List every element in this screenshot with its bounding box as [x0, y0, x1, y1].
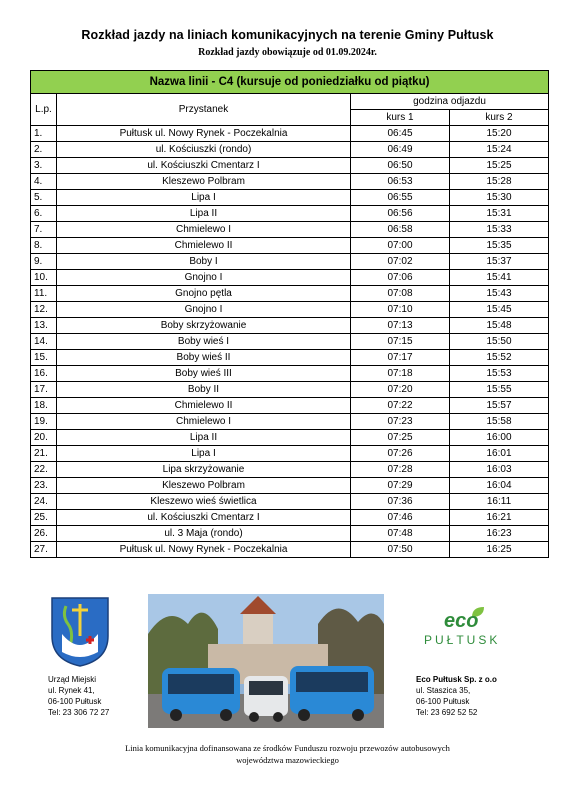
departure-kurs1: 07:13: [351, 318, 450, 334]
row-number: 18.: [31, 398, 57, 414]
departure-kurs1: 07:46: [351, 510, 450, 526]
row-number: 9.: [31, 254, 57, 270]
row-number: 27.: [31, 542, 57, 558]
departure-kurs1: 06:53: [351, 174, 450, 190]
table-row: [31, 510, 549, 526]
row-number: 15.: [31, 350, 57, 366]
document-title: Rozkład jazdy na liniach komunikacyjnych na terenie Gminy Pułtusk: [81, 28, 494, 42]
buses-photo: [148, 594, 384, 728]
table-row: [31, 494, 549, 510]
stop-name: Gnojno I: [57, 270, 351, 286]
row-number: 17.: [31, 382, 57, 398]
departure-kurs1: 07:06: [351, 270, 450, 286]
row-number: 19.: [31, 414, 57, 430]
validity-subtitle: Rozkład jazdy obowiązuje od 01.09.2024r.: [198, 47, 377, 58]
city-hall-street: ul. Rynek 41,: [48, 686, 95, 695]
table-row: [31, 446, 549, 462]
departure-kurs2: 15:52: [450, 350, 549, 366]
table-row: [31, 414, 549, 430]
city-hall-city: 06-100 Pułtusk: [48, 697, 102, 706]
departure-kurs1: 07:23: [351, 414, 450, 430]
funding-note-line1: Linia komunikacyjna dofinansowana ze środków Funduszu rozwoju przewozów autobusowych: [125, 743, 450, 753]
departure-kurs1: 07:18: [351, 366, 450, 382]
row-number: 3.: [31, 158, 57, 174]
table-row: [31, 478, 549, 494]
eco-logo-city: PUŁTUSK: [424, 633, 501, 647]
funding-note: [0, 742, 575, 766]
row-number: 25.: [31, 510, 57, 526]
row-number: 16.: [31, 366, 57, 382]
table-row: [31, 206, 549, 222]
departure-kurs1: 06:56: [351, 206, 450, 222]
city-hall-name: Urząd Miejski: [48, 675, 97, 684]
column-header-lp: L.p.: [31, 94, 57, 126]
stop-name: ul. Kościuszki (rondo): [57, 142, 351, 158]
departure-kurs2: 16:25: [450, 542, 549, 558]
row-number: 22.: [31, 462, 57, 478]
table-row: [31, 366, 549, 382]
stop-name: Chmielewo II: [57, 238, 351, 254]
stop-name: Boby II: [57, 382, 351, 398]
funding-note-line2: województwa mazowieckiego: [236, 755, 339, 765]
stop-name: Boby wieś II: [57, 350, 351, 366]
row-number: 26.: [31, 526, 57, 542]
coat-of-arms-icon: [50, 596, 110, 668]
departure-kurs2: 15:57: [450, 398, 549, 414]
stop-name: Kleszewo Polbram: [57, 478, 351, 494]
departure-kurs2: 15:45: [450, 302, 549, 318]
departure-kurs1: 07:25: [351, 430, 450, 446]
table-row: [31, 190, 549, 206]
stop-name: Lipa I: [57, 446, 351, 462]
line-name-header: Nazwa linii - C4 (kursuje od poniedziałku od piątku): [31, 71, 549, 94]
departure-kurs2: 16:03: [450, 462, 549, 478]
stop-name: Boby wieś III: [57, 366, 351, 382]
operator-city: 06-100 Pułtusk: [416, 697, 470, 706]
departure-kurs1: 06:58: [351, 222, 450, 238]
departure-kurs2: 15:53: [450, 366, 549, 382]
table-row: [31, 398, 549, 414]
stop-name: Chmielewo I: [57, 414, 351, 430]
table-row: [31, 430, 549, 446]
column-header-departure: godzina odjazdu: [351, 94, 549, 110]
departure-kurs2: 15:30: [450, 190, 549, 206]
departure-kurs2: 16:01: [450, 446, 549, 462]
stop-name: Lipa I: [57, 190, 351, 206]
table-row: [31, 142, 549, 158]
stop-name: Chmielewo II: [57, 398, 351, 414]
table-row: [31, 526, 549, 542]
departure-kurs2: 15:25: [450, 158, 549, 174]
departure-kurs2: 16:11: [450, 494, 549, 510]
departure-kurs2: 15:20: [450, 126, 549, 142]
timetable: [30, 70, 549, 558]
departure-kurs1: 07:00: [351, 238, 450, 254]
departure-kurs2: 16:23: [450, 526, 549, 542]
operator-street: ul. Staszica 35,: [416, 686, 471, 695]
stop-name: Boby wieś I: [57, 334, 351, 350]
departure-kurs1: 06:50: [351, 158, 450, 174]
departure-kurs2: 15:31: [450, 206, 549, 222]
departure-kurs1: 06:45: [351, 126, 450, 142]
stop-name: ul. 3 Maja (rondo): [57, 526, 351, 542]
column-header-kurs1: kurs 1: [351, 110, 450, 126]
table-row: [31, 318, 549, 334]
table-row: [31, 238, 549, 254]
departure-kurs1: 07:15: [351, 334, 450, 350]
departure-kurs2: 15:50: [450, 334, 549, 350]
departure-kurs1: 07:08: [351, 286, 450, 302]
table-row: [31, 222, 549, 238]
row-number: 13.: [31, 318, 57, 334]
departure-kurs2: 16:00: [450, 430, 549, 446]
departure-kurs2: 15:35: [450, 238, 549, 254]
departure-kurs2: 15:37: [450, 254, 549, 270]
row-number: 1.: [31, 126, 57, 142]
departure-kurs1: 07:22: [351, 398, 450, 414]
stop-name: Pułtusk ul. Nowy Rynek - Poczekalnia: [57, 542, 351, 558]
departure-kurs2: 15:48: [450, 318, 549, 334]
departure-kurs1: 06:55: [351, 190, 450, 206]
departure-kurs1: 06:49: [351, 142, 450, 158]
table-row: [31, 270, 549, 286]
row-number: 12.: [31, 302, 57, 318]
stop-name: Lipa II: [57, 206, 351, 222]
departure-kurs1: 07:17: [351, 350, 450, 366]
row-number: 23.: [31, 478, 57, 494]
departure-kurs2: 16:04: [450, 478, 549, 494]
departure-kurs2: 15:43: [450, 286, 549, 302]
city-hall-address: [48, 674, 109, 718]
operator-phone: Tel: 23 692 52 52: [416, 708, 478, 717]
row-number: 14.: [31, 334, 57, 350]
stop-name: Kleszewo wieś świetlica: [57, 494, 351, 510]
departure-kurs1: 07:36: [351, 494, 450, 510]
stop-name: ul. Kościuszki Cmentarz I: [57, 158, 351, 174]
row-number: 6.: [31, 206, 57, 222]
column-header-stop: Przystanek: [57, 94, 351, 126]
city-hall-phone: Tel: 23 306 72 27: [48, 708, 110, 717]
departure-kurs1: 07:26: [351, 446, 450, 462]
stop-name: Chmielewo I: [57, 222, 351, 238]
departure-kurs2: 15:24: [450, 142, 549, 158]
departure-kurs2: 15:33: [450, 222, 549, 238]
row-number: 10.: [31, 270, 57, 286]
stop-name: ul. Kościuszki Cmentarz I: [57, 510, 351, 526]
stop-name: Boby I: [57, 254, 351, 270]
operator-address: [416, 674, 497, 718]
stop-name: Lipa II: [57, 430, 351, 446]
stop-name: Gnojno I: [57, 302, 351, 318]
table-row: [31, 126, 549, 142]
stop-name: Kleszewo Polbram: [57, 174, 351, 190]
table-row: [31, 174, 549, 190]
eco-logo-word: eco: [444, 610, 479, 632]
departure-kurs1: 07:20: [351, 382, 450, 398]
table-row: [31, 302, 549, 318]
row-number: 11.: [31, 286, 57, 302]
table-row: [31, 254, 549, 270]
departure-kurs1: 07:48: [351, 526, 450, 542]
row-number: 8.: [31, 238, 57, 254]
timetable-body: [31, 126, 549, 558]
table-row: [31, 382, 549, 398]
table-row: [31, 542, 549, 558]
departure-kurs2: 15:58: [450, 414, 549, 430]
table-row: [31, 462, 549, 478]
departure-kurs1: 07:29: [351, 478, 450, 494]
operator-name: Eco Pułtusk Sp. z o.o: [416, 675, 497, 684]
departure-kurs2: 16:21: [450, 510, 549, 526]
stop-name: Pułtusk ul. Nowy Rynek - Poczekalnia: [57, 126, 351, 142]
stop-name: Gnojno pętla: [57, 286, 351, 302]
table-row: [31, 286, 549, 302]
row-number: 20.: [31, 430, 57, 446]
departure-kurs2: 15:41: [450, 270, 549, 286]
table-row: [31, 350, 549, 366]
row-number: 5.: [31, 190, 57, 206]
column-header-kurs2: kurs 2: [450, 110, 549, 126]
departure-kurs1: 07:10: [351, 302, 450, 318]
stop-name: Boby skrzyżowanie: [57, 318, 351, 334]
departure-kurs1: 07:02: [351, 254, 450, 270]
row-number: 4.: [31, 174, 57, 190]
departure-kurs2: 15:28: [450, 174, 549, 190]
row-number: 2.: [31, 142, 57, 158]
departure-kurs1: 07:28: [351, 462, 450, 478]
row-number: 21.: [31, 446, 57, 462]
departure-kurs1: 07:50: [351, 542, 450, 558]
row-number: 24.: [31, 494, 57, 510]
row-number: 7.: [31, 222, 57, 238]
departure-kurs2: 15:55: [450, 382, 549, 398]
stop-name: Lipa skrzyżowanie: [57, 462, 351, 478]
table-row: [31, 334, 549, 350]
table-row: [31, 158, 549, 174]
